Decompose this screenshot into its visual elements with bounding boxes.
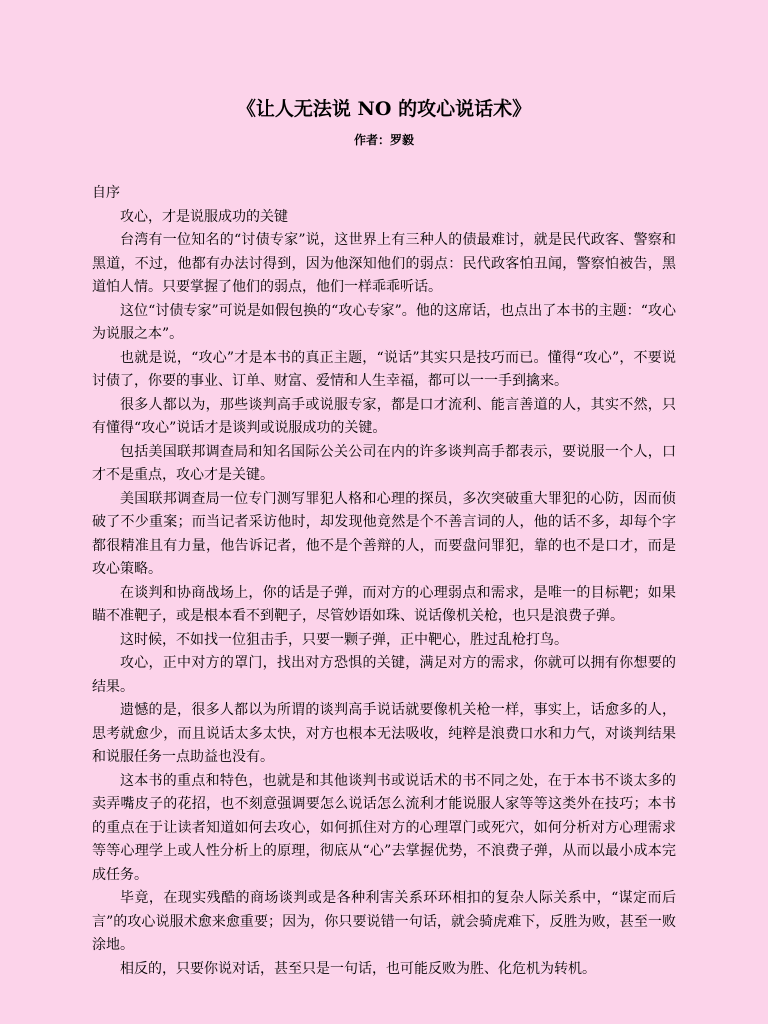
paragraph: 这位“讨债专家”可说是如假包换的“攻心专家”。他的这席话，也点出了本书的主题：“攻心为说服之本”。	[92, 302, 676, 342]
paragraph: 很多人都以为，那些谈判高手或说服专家，都是口才流利、能言善道的人，其实不然，只有懂得“攻心”说话才是谈判或说服成功的关键。	[92, 396, 676, 436]
paragraph: 美国联邦调查局一位专门测写罪犯人格和心理的探员，多次突破重大罪犯的心防，因而侦破了不少重案；而当记者采访他时，却发现他竟然是个不善言词的人，他的话不多，却每个字都很精准且有力量，他告诉记者，他不是个善辩的人，而要盘问罪犯，靠的也不是口才，而是攻心策略。	[92, 490, 676, 577]
paragraph: 相反的，只要你说对话，甚至只是一句话，也可能反败为胜、化危机为转机。	[120, 960, 596, 977]
paragraph: 也就是说，“攻心”才是本书的真正主题，“说话”其实只是技巧而已。懂得“攻心”，不要说讨债了，你要的事业、订单、财富、爱情和人生幸福，都可以一一手到擒来。	[92, 349, 676, 389]
paragraph: 毕竟，在现实残酷的商场谈判或是各种利害关系环环相扣的复杂人际关系中，“谋定而后言”的攻心说服术愈来愈重要；因为，你只要说错一句话，就会骑虎难下，反胜为败，甚至一败涂地。	[92, 890, 676, 953]
document-title: 《让人无法说 NO 的攻心说话术》	[236, 98, 532, 120]
paragraph: 台湾有一位知名的“讨债专家”说，这世界上有三种人的债最难讨，就是民代政客、警察和黑道，不过，他都有办法讨得到，因为他深知他们的弱点：民代政客怕丑闻，警察怕被告，黑道怕人情。只要掌握了他们的弱点，他们一样乖乖听话。	[92, 232, 676, 295]
section-heading: 攻心，才是说服成功的关键	[120, 208, 288, 225]
paragraph: 这时候，不如找一位狙击手，只要一颗子弹，正中靶心，胜过乱枪打鸟。	[120, 631, 568, 648]
document-body	[92, 182, 676, 981]
paragraph: 包括美国联邦调查局和知名国际公关公司在内的许多谈判高手都表示，要说服一个人，口才不是重点，攻心才是关键。	[92, 443, 676, 483]
paragraph: 攻心，正中对方的罩门，找出对方恐惧的关键，满足对方的需求，你就可以拥有你想要的结果。	[92, 655, 676, 695]
paragraph: 在谈判和协商战场上，你的话是子弹，而对方的心理弱点和需求，是唯一的目标靶；如果瞄不准靶子，或是根本看不到靶子，尽管妙语如珠、说话像机关枪，也只是浪费子弹。	[92, 584, 676, 624]
paragraph: 遗憾的是，很多人都以为所谓的谈判高手说话就要像机关枪一样，事实上，话愈多的人，思考就愈少，而且说话太多太快，对方也根本无法吸收，纯粹是浪费口水和力气，对谈判结果和说服任务一点助益也没有。	[92, 702, 676, 765]
document-author: 作者：罗毅	[353, 133, 414, 147]
paragraph: 这本书的重点和特色，也就是和其他谈判书或说话术的书不同之处，在于本书不谈太多的卖弄嘴皮子的花招，也不刻意强调要怎么说话怎么流利才能说服人家等等这类外在技巧；本书的重点在于让读者知道如何去攻心，如何抓住对方的心理罩门或死穴，如何分析对方心理需求等等心理学上或人性分析上的原理，彻底从“心”去掌握优势，不浪费子弹，从而以最小成本完成任务。	[92, 772, 676, 883]
section-label: 自序	[92, 185, 120, 201]
